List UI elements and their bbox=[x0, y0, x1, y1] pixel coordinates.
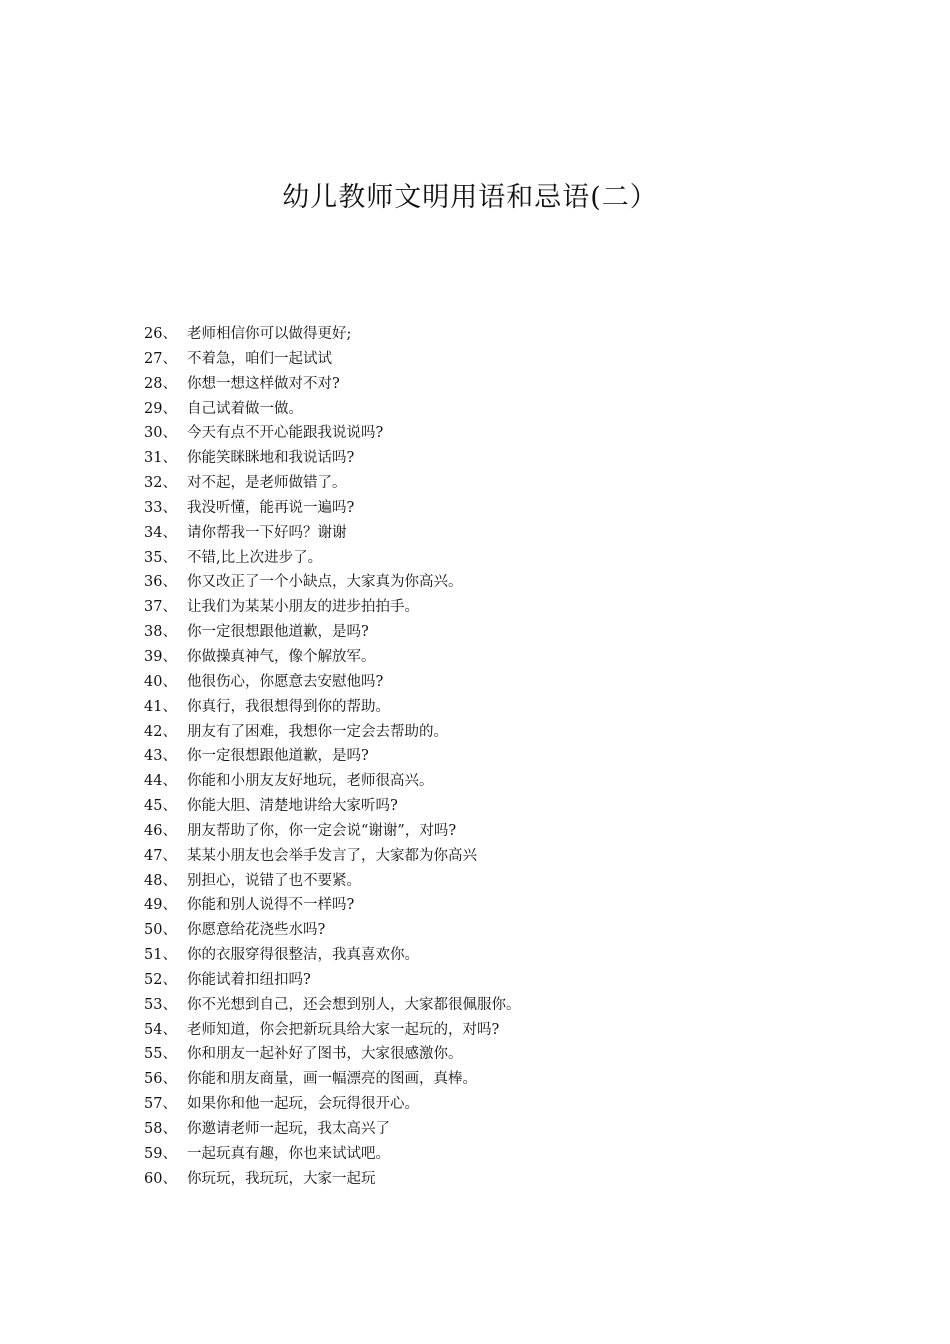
item-text: 你邀请老师一起玩，我太高兴了 bbox=[187, 1121, 390, 1137]
item-number: 55、 bbox=[144, 1046, 177, 1063]
item-text: 你能试着扣纽扣吗? bbox=[187, 971, 311, 988]
item-number: 48、 bbox=[144, 872, 177, 889]
item-text: 请你帮我一下好吗？谢谢 bbox=[187, 524, 347, 541]
item-number: 52、 bbox=[144, 971, 177, 988]
item-text: 他很伤心，你愿意去安慰他吗? bbox=[187, 673, 384, 690]
item-number: 40、 bbox=[144, 673, 177, 690]
list-item bbox=[144, 819, 521, 844]
list-item bbox=[144, 695, 521, 720]
list-item bbox=[144, 645, 521, 670]
list-item bbox=[144, 496, 521, 521]
list-item bbox=[144, 570, 521, 595]
item-number: 29、 bbox=[144, 400, 177, 417]
item-number: 36、 bbox=[144, 574, 177, 591]
list-item bbox=[144, 918, 521, 943]
item-number: 27、 bbox=[144, 350, 177, 367]
item-number: 44、 bbox=[144, 773, 177, 790]
list-item bbox=[144, 521, 521, 546]
list-item bbox=[144, 1042, 521, 1067]
list-item bbox=[144, 1167, 521, 1192]
list-item bbox=[144, 720, 521, 745]
item-text: 你的衣服穿得很整洁，我真喜欢你。 bbox=[187, 947, 419, 964]
item-number: 45、 bbox=[144, 798, 177, 815]
item-text: 你玩玩，我玩玩，大家一起玩 bbox=[187, 1170, 376, 1187]
item-text: 不错,比上次进步了。 bbox=[187, 549, 323, 566]
item-text: 你一定很想跟他道歉，是吗? bbox=[187, 624, 369, 641]
item-number: 26、 bbox=[144, 326, 177, 342]
list-item bbox=[144, 943, 521, 968]
page-title: 幼儿教师文明用语和忌语(二） bbox=[282, 182, 658, 213]
item-number: 41、 bbox=[144, 698, 177, 715]
item-text: 今天有点不开心能跟我说说吗? bbox=[187, 425, 384, 442]
item-number: 53、 bbox=[144, 996, 177, 1013]
list-item bbox=[144, 595, 521, 620]
list-item bbox=[144, 347, 521, 372]
item-text: 你一定很想跟他道歉，是吗? bbox=[187, 748, 369, 765]
list-item bbox=[144, 844, 521, 869]
item-number: 43、 bbox=[144, 748, 177, 765]
item-text: 你能和小朋友友好地玩，老师很高兴。 bbox=[187, 773, 434, 790]
list-item bbox=[144, 446, 521, 471]
item-number: 46、 bbox=[144, 822, 177, 839]
list-item bbox=[144, 397, 521, 422]
item-number: 37、 bbox=[144, 599, 177, 616]
item-number: 47、 bbox=[144, 847, 177, 864]
item-number: 42、 bbox=[144, 723, 177, 740]
item-text: 朋友有了困难，我想你一定会去帮助的。 bbox=[187, 723, 448, 740]
item-text: 朋友帮助了你，你一定会说“谢谢”，对吗? bbox=[187, 822, 457, 839]
item-text: 你又改正了一个小缺点，大家真为你高兴。 bbox=[187, 574, 463, 591]
list-item bbox=[144, 869, 521, 894]
item-number: 58、 bbox=[144, 1121, 177, 1137]
item-number: 51、 bbox=[144, 947, 177, 964]
item-number: 38、 bbox=[144, 624, 177, 641]
item-number: 31、 bbox=[144, 450, 177, 467]
item-text: 别担心，说错了也不要紧。 bbox=[187, 872, 361, 889]
list-item bbox=[144, 471, 521, 496]
list-item bbox=[144, 1018, 521, 1043]
list-item bbox=[144, 1117, 521, 1142]
list-item bbox=[144, 968, 521, 993]
item-number: 54、 bbox=[144, 1021, 177, 1038]
item-number: 56、 bbox=[144, 1071, 177, 1088]
phrase-list bbox=[144, 322, 521, 1192]
item-text: 我没听懂，能再说一遍吗? bbox=[187, 499, 355, 516]
list-item bbox=[144, 769, 521, 794]
item-text: 如果你和他一起玩，会玩得很开心。 bbox=[187, 1096, 419, 1113]
item-text: 你想一想这样做对不对? bbox=[187, 375, 340, 392]
item-text: 你能大胆、清楚地讲给大家听吗? bbox=[187, 798, 398, 815]
item-text: 让我们为某某小朋友的进步拍拍手。 bbox=[187, 599, 419, 616]
item-number: 50、 bbox=[144, 922, 177, 939]
list-item bbox=[144, 670, 521, 695]
item-text: 一起玩真有趣，你也来试试吧。 bbox=[187, 1145, 390, 1162]
item-number: 57、 bbox=[144, 1096, 177, 1113]
item-text: 不着急，咱们一起试试 bbox=[187, 350, 332, 367]
list-item bbox=[144, 1142, 521, 1167]
item-number: 32、 bbox=[144, 475, 177, 492]
item-number: 34、 bbox=[144, 524, 177, 541]
item-text: 你能笑眯眯地和我说话吗? bbox=[187, 450, 355, 467]
item-number: 59、 bbox=[144, 1145, 177, 1162]
item-text: 你做操真神气，像个解放军。 bbox=[187, 648, 376, 665]
item-number: 30、 bbox=[144, 425, 177, 442]
item-text: 你真行，我很想得到你的帮助。 bbox=[187, 698, 390, 715]
list-item bbox=[144, 421, 521, 446]
list-item bbox=[144, 546, 521, 571]
list-item bbox=[144, 794, 521, 819]
list-item bbox=[144, 620, 521, 645]
item-text: 老师知道，你会把新玩具给大家一起玩的，对吗? bbox=[187, 1021, 500, 1038]
item-number: 60、 bbox=[144, 1170, 177, 1187]
item-text: 某某小朋友也会举手发言了，大家都为你高兴 bbox=[187, 847, 477, 864]
item-text: 老师相信你可以做得更好; bbox=[187, 326, 352, 342]
item-number: 49、 bbox=[144, 897, 177, 914]
list-item bbox=[144, 744, 521, 769]
item-text: 自己试着做一做。 bbox=[187, 400, 303, 417]
list-item bbox=[144, 1092, 521, 1117]
list-item bbox=[144, 993, 521, 1018]
item-text: 你能和朋友商量，画一幅漂亮的图画，真棒。 bbox=[187, 1071, 477, 1088]
list-item bbox=[144, 893, 521, 918]
item-number: 33、 bbox=[144, 499, 177, 516]
item-text: 你和朋友一起补好了图书，大家很感激你。 bbox=[187, 1046, 463, 1063]
item-number: 28、 bbox=[144, 375, 177, 392]
item-text: 对不起，是老师做错了。 bbox=[187, 475, 347, 492]
list-item bbox=[144, 372, 521, 397]
item-number: 39、 bbox=[144, 648, 177, 665]
item-number: 35、 bbox=[144, 549, 177, 566]
item-text: 你愿意给花浇些水吗? bbox=[187, 922, 326, 939]
item-text: 你能和别人说得不一样吗? bbox=[187, 897, 355, 914]
list-item bbox=[144, 322, 521, 347]
list-item bbox=[144, 1067, 521, 1092]
item-text: 你不光想到自己，还会想到别人，大家都很佩服你。 bbox=[187, 996, 521, 1013]
